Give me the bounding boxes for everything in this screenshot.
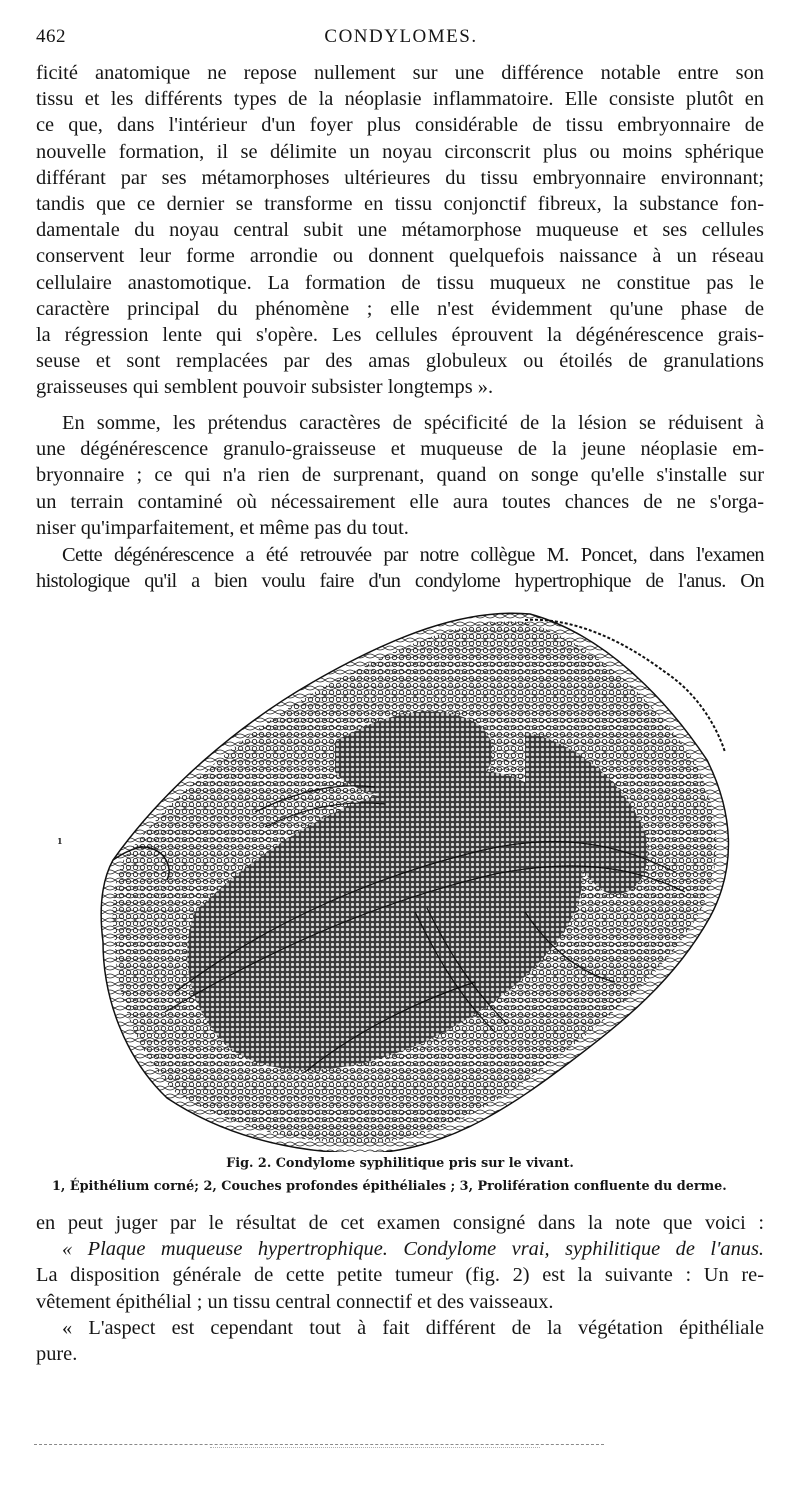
text-line: damentale du noyau central subit une métamorphose muqueuse et ses cellules (36, 219, 764, 242)
text-line: ficité anatomique ne repose nullement sur une différence notable entre son (36, 62, 764, 84)
text-line: un terrain contaminé où nécessairement elle aura toutes chances de ne s'orga- (36, 490, 764, 513)
figure-caption-legend: 1, Épithélium corné; 2, Couches profondes épithéliales ; 3, Prolifération confluente du derme. (52, 1179, 727, 1194)
text-line: en peut juger par le résultat de cet examen consigné dans la note que voici : (36, 1212, 764, 1234)
text-line: La disposition générale de cette petite tumeur (fig. 2) est la suivante : Un re- (36, 1264, 764, 1287)
paragraph-2 (36, 410, 764, 541)
text-line: conservent leur forme arrondie ou donnent quelquefois naissance à un réseau (36, 245, 764, 268)
text-line: tissu et les différents types de la néoplasie inflammatoire. Elle consiste plutôt en (36, 88, 764, 111)
text-line: graisseuses qui semblent pouvoir subsister longtemps ». (36, 376, 494, 399)
running-head (36, 26, 766, 52)
paragraph-4 (36, 1210, 764, 1367)
figure-caption-title: Fig. 2. Condylome syphilitique pris sur le vivant. (226, 1156, 574, 1171)
text-line: la régression lente qui s'opère. Les cellules éprouvent la dégénérescence grais- (36, 324, 764, 347)
page-number: 462 (36, 26, 66, 47)
text-line: nouvelle formation, il se délimite un noyau circonscrit plus ou moins sphérique (36, 140, 764, 163)
bottom-rule (34, 1444, 604, 1445)
text-line: « Plaque muqueuse hypertrophique. Condylome vrai, syphilitique de l'anus. (62, 1238, 764, 1261)
text-line: pure. (36, 1343, 78, 1366)
text-line: En somme, les prétendus caractères de spécificité de la lésion se réduisent à (62, 412, 764, 434)
text-line: tandis que ce dernier se transforme en tissu conjonctif fibreux, la substance fon- (36, 193, 764, 216)
text-line: histologique qu'il a bien voulu faire d'un condylome hypertrophique de l'anus. On (36, 570, 764, 593)
text-line: cellulaire anastomotique. La formation de tissu muqueux ne constitue pas le (36, 271, 764, 294)
text-line: vêtement épithélial ; un tissu central connectif et des vaisseaux. (36, 1290, 554, 1313)
paragraph-3 (36, 542, 764, 594)
text-line: différant par ses métamorphoses ultérieures du tissu embryonnaire environnant; (36, 166, 764, 189)
text-line: caractère principal du phénomène ; elle n'est évidemment qu'une phase de (36, 297, 764, 320)
text-line: Cette dégénérescence a été retrouvée par notre collègue M. Poncet, dans l'examen (62, 544, 764, 566)
bottom-rule-faint (210, 1447, 540, 1448)
figure-label: 1 (57, 836, 63, 846)
text-line: une dégénérescence granulo-graisseuse et muqueuse de la jeune néoplasie em- (36, 438, 764, 461)
running-title: CONDYLOMES. (324, 26, 478, 47)
figure-condylome-illustration (55, 612, 735, 1152)
text-line: « L'aspect est cependant tout à fait différent de la végétation épithéliale (62, 1316, 764, 1339)
text-line: ce que, dans l'intérieur d'un foyer plus considérable de tissu embryonnaire de (36, 114, 764, 137)
text-line: niser qu'imparfaitement, et même pas du tout. (36, 516, 409, 539)
histology-engraving (55, 612, 735, 1152)
text-line: seuse et sont remplacées par des amas globuleux ou étoilés de granulations (36, 350, 764, 373)
paragraph-1 (36, 60, 764, 401)
text-line: bryonnaire ; ce qui n'a rien de surprenant, quand on songe qu'elle s'installe sur (36, 464, 764, 487)
